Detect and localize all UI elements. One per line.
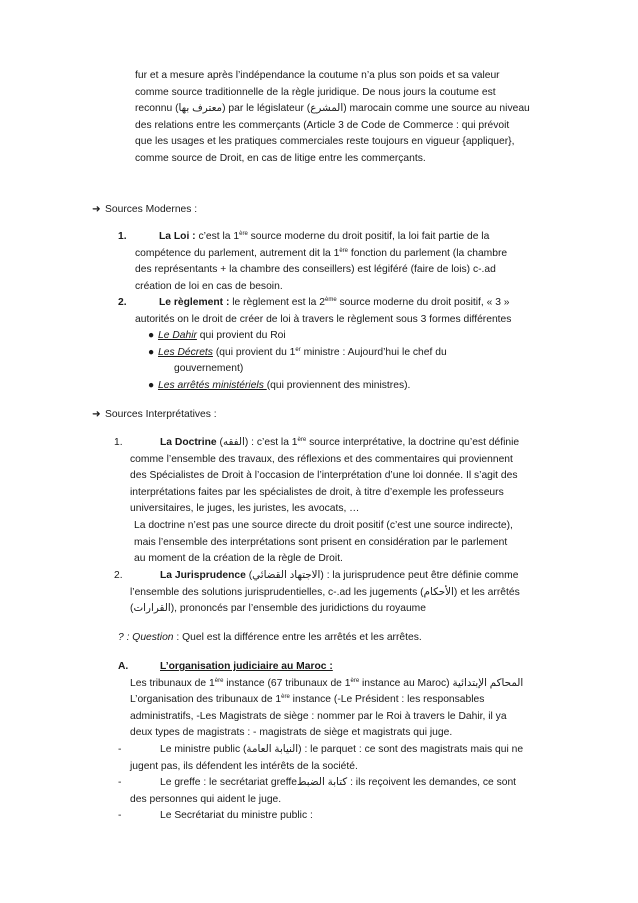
dahir-link-text: Le Dahir — [158, 330, 197, 342]
doctrine-line-8: au moment de la création de la règle de Droit. — [134, 553, 343, 565]
text-fragment: fonction du parlement (la chambre — [348, 247, 508, 259]
text-fragment: ), prononcés par l’ensemble des juridictions du royaume — [170, 603, 426, 615]
arabic-term: كتابة الضبط — [297, 777, 348, 789]
superscript: ère — [239, 231, 248, 237]
text-fragment: compétence du parlement, autrement dit la 1 — [135, 247, 340, 259]
text-fragment: source interprétative, la doctrine qu’est définie — [306, 437, 520, 448]
arabic-term: الاجتهاد القضائي — [252, 570, 321, 581]
dash-item-ministre — [118, 742, 608, 759]
arrow-right-icon: ➜ — [92, 409, 101, 420]
reglement-title: Le règlement : — [159, 297, 230, 308]
section-letter: A. — [118, 661, 129, 672]
loi-line-2 — [118, 246, 598, 263]
text-fragment: source moderne du droit positif, « 3 » — [336, 297, 510, 308]
text-fragment: (qui provient du 1 — [212, 346, 296, 358]
intro-paragraph — [135, 68, 595, 168]
arabic-term: الفقه — [222, 437, 245, 448]
jurisprudence-item — [114, 568, 604, 618]
text-fragment: ministre : Aujourd’hui le chef du — [300, 346, 447, 358]
doctrine-line-4: interprétations faites par les spécialistes de droit, à titre d’exemple les professeurs — [130, 486, 504, 498]
jurisprudence-line-1 — [114, 568, 604, 585]
bullet-dahir — [118, 328, 598, 345]
intro-line-4: des relations entre les commerçants (Article 3 de Code de Commerce : qui prévoit — [135, 119, 510, 131]
sources-modernes-heading — [92, 202, 197, 219]
dash-item-secretariat — [118, 808, 608, 825]
organisation-line-1 — [118, 676, 608, 693]
text-fragment: : ils reçoivent les demandes, ce sont — [347, 777, 517, 789]
bullet-arretes — [118, 378, 598, 395]
loi-title: La Loi : — [159, 231, 196, 242]
superscript: er — [295, 346, 301, 353]
text-fragment: ) : le parquet : ce sont des magistrats mais qui ne — [298, 743, 524, 755]
bullet-icon: ● — [148, 346, 155, 358]
doctrine-title: La Doctrine — [160, 437, 217, 448]
arabic-term: النيابة العامة — [246, 743, 299, 755]
doctrine-line-3: des Spécialistes de Droit à l’occasion de l’interprétation d’une loi donnée. Il s’agit des — [130, 470, 518, 482]
text-fragment: Le ministre public ( — [160, 743, 247, 755]
jurisprudence-title: La Jurisprudence — [160, 570, 246, 581]
jurisprudence-line-2 — [114, 585, 604, 602]
loi-line-1 — [118, 229, 598, 246]
jurisprudence-line-3 — [114, 601, 604, 618]
reglement-item — [118, 295, 598, 395]
arabic-term: المشرع — [310, 103, 344, 115]
text-fragment: reconnu ( — [135, 103, 179, 115]
organisation-line-3: administratifs, -Les Magistrats de siège : nommer par le Roi à travers le Dahir, il ya — [130, 710, 507, 722]
loi-line-3: des représentants + la chambre des conseillers) est légiféré (faire de lois) c-.ad — [135, 264, 496, 276]
loi-line-4: création de loi en cas de besoin. — [135, 280, 283, 292]
intro-line-6: comme source de Droit, en cas de litige entre les commerçants. — [135, 152, 426, 164]
question-text: : Quel est la différence entre les arrêtés et les arrêtes. — [173, 632, 422, 643]
arabic-term: المحاكم الإبتدائية — [452, 677, 524, 689]
arrow-right-icon: ➜ — [92, 204, 101, 215]
list-number: 2. — [118, 297, 127, 308]
text-fragment: ( — [245, 570, 253, 581]
text-fragment: ( — [130, 603, 134, 615]
text-fragment: ) : c’est la 1 — [244, 437, 298, 448]
organisation-title: L’organisation judiciaire au Maroc : — [160, 661, 333, 672]
doctrine-line-1 — [114, 435, 604, 452]
intro-line-1: fur et a mesure après l’indépendance la coutume n’a plus son poids et sa valeur — [135, 70, 500, 81]
dash-item-greffe-cont: des personnes qui aident le juge. — [130, 793, 282, 805]
text-fragment: ) et les arrêtés — [453, 586, 520, 598]
doctrine-item — [114, 435, 604, 568]
sources-interpretatives-heading — [92, 407, 217, 424]
text-fragment: (qui proviennent des ministres). — [266, 379, 411, 391]
loi-item — [118, 229, 598, 295]
text-fragment: l’ensemble des solutions jurisprudentielles, c-.ad les jugements ( — [130, 586, 424, 598]
dash-marker: - — [118, 810, 122, 822]
arabic-term: القرارات — [133, 603, 171, 615]
arabic-term: معترف بها — [178, 103, 223, 115]
reglement-line-2: autorités on le droit de créer de loi à travers le règlement sous 3 formes différentes — [135, 313, 512, 325]
text-fragment: instance (67 tribunaux de 1 — [223, 677, 351, 689]
question-prefix: ? : Question — [118, 632, 174, 643]
text-fragment: Le greffe : le secrétariat greffe — [160, 777, 297, 789]
arretes-text: Les arrêtés ministériels — [158, 379, 267, 391]
list-number: 2. — [114, 570, 123, 581]
arabic-term: الأحكام — [423, 586, 454, 598]
intro-line-3 — [135, 101, 595, 118]
superscript: ère — [297, 437, 307, 443]
decrets-text: Les Décrets — [158, 346, 213, 358]
text-fragment: ) par le législateur ( — [222, 103, 311, 115]
dash-marker: - — [118, 743, 122, 755]
intro-line-2: comme source traditionnelle de la règle juridique. De nous jours la coutume est — [135, 86, 496, 98]
list-number: 1. — [114, 437, 123, 448]
text-fragment: c’est la 1 — [195, 231, 240, 242]
bullet-decrets-cont: gouvernement) — [174, 363, 244, 375]
text-fragment: instance (-Le Président : les responsables — [289, 694, 485, 706]
doctrine-line-5: universitaires, le juges, les juristes, les avocats, … — [130, 503, 360, 515]
superscript: ère — [214, 677, 224, 684]
bullet-icon: ● — [148, 379, 155, 391]
dash-item-greffe — [118, 775, 608, 792]
heading-text: Sources Interprétatives : — [105, 409, 217, 420]
organisation-line-2 — [118, 692, 608, 709]
organisation-line-4: deux types de magistrats : - magistrats de siège et magistrats qui juge. — [130, 727, 453, 739]
superscript: ème — [324, 297, 337, 303]
text-fragment: ) marocain comme une source au niveau — [343, 103, 530, 115]
text-fragment: ( — [216, 437, 223, 448]
list-number: 1. — [118, 231, 127, 242]
text-fragment: Le Secrétariat du ministre public : — [160, 810, 313, 822]
dash-item-ministre-cont: jugent pas, ils défendent les intérêts de la société. — [130, 760, 358, 772]
text-fragment: instance au Maroc) — [359, 677, 450, 689]
bullet-decrets — [118, 345, 598, 362]
text-fragment: le règlement est la 2 — [229, 297, 325, 308]
doctrine-line-2: comme l’ensemble des travaux, des réflexions et des commentaires qui proviennent — [130, 453, 513, 465]
dash-marker: - — [118, 777, 122, 789]
organisation-section — [118, 659, 608, 825]
question-line — [118, 630, 598, 647]
doctrine-line-7: mais l’ensemble des interprétations sont prisent en considération par le parlement — [134, 536, 508, 548]
superscript: ère — [350, 677, 360, 684]
text-fragment: qui provient du Roi — [196, 330, 286, 342]
intro-line-5: que les usages et les pratiques commerciales reste toujours en vigueur {appliquer}, — [135, 136, 515, 148]
text-fragment: ) : la jurisprudence peut être définie comme — [320, 570, 519, 581]
heading-text: Sources Modernes : — [105, 204, 198, 215]
superscript: ère — [339, 247, 349, 254]
doctrine-line-6: La doctrine n’est pas une source directe du droit positif (c’est une source indirecte), — [134, 519, 513, 531]
text-fragment: Les tribunaux de 1 — [130, 677, 215, 689]
text-fragment: source moderne du droit positif, la loi fait partie de la — [247, 231, 490, 242]
superscript: ère — [281, 694, 290, 701]
bullet-icon: ● — [148, 330, 155, 342]
reglement-line-1 — [118, 295, 598, 312]
text-fragment: L’organisation des tribunaux de 1 — [130, 694, 282, 706]
organisation-heading — [118, 659, 608, 676]
